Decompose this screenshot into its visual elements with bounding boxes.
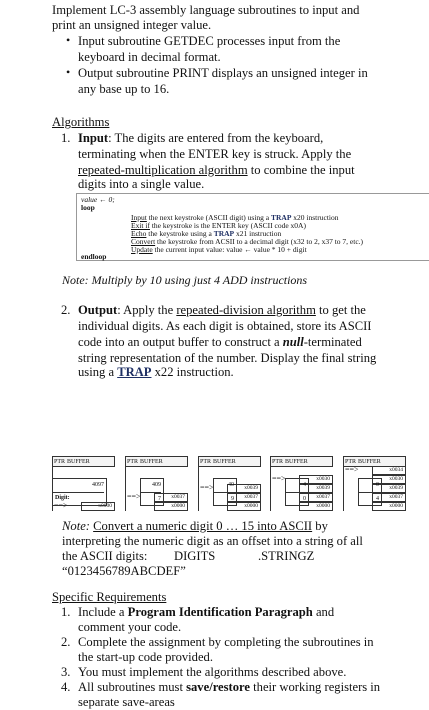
algo-step-convert: Convert the keystroke from ACSII to a decimal digit (x32 to 2, x37 to 7, etc.) [131, 237, 364, 246]
pointer-arrow: ==> [200, 483, 214, 492]
req-4-line-2: separate save-areas [78, 695, 175, 709]
bullet-1-line-2: keyboard in decimal format. [78, 50, 221, 64]
item-1-number: 1. [61, 131, 71, 145]
req-2-line-1: Complete the assignment by completing the subroutines in [78, 635, 374, 649]
digit-box [358, 478, 382, 506]
item-2-line-5: using a TRAP x22 instruction. [78, 365, 234, 379]
buffer-label: BUFFER [213, 459, 236, 465]
buffer-cell: x0037 [227, 493, 261, 502]
input-algorithm-box [76, 193, 429, 261]
req-4-number: 4. [61, 680, 71, 694]
req-1-number: 1. [61, 605, 71, 619]
req-4-line-1: All subroutines must save/restore their working registers in [78, 680, 381, 694]
ptr-label: PTR [54, 459, 66, 465]
item-2-line-3: code into an output buffer to construct a null-terminated [78, 335, 362, 349]
bullet-dot: • [66, 33, 71, 47]
digit-value: 4 [376, 496, 379, 502]
buffer-cell: x0000 [154, 502, 188, 511]
algorithms-heading: Algorithms [52, 115, 110, 129]
req-1-line-2: comment your code. [78, 620, 182, 634]
note-convert-line-3: the ASCII digits: DIGITS .STRINGZ [62, 549, 315, 563]
ptr-label: PTR [272, 459, 284, 465]
buffer-cell: x0000 [81, 502, 115, 511]
ptr-label: PTR [127, 459, 139, 465]
buffer-cell: x0037 [299, 493, 333, 502]
note-multiply: Note: Multiply by 10 using just 4 ADD instructions [62, 273, 308, 287]
quotient-value: 0 [359, 479, 379, 493]
item-1-line-3: repeated-multiplication algorithm to combine the input [78, 163, 355, 177]
intro-line-2: print an unsigned integer value. [52, 18, 212, 32]
algo-step-update: Update the current input value: value ← value * 10 + digit [131, 245, 307, 254]
digit-value: 0 [303, 496, 306, 502]
req-1-line-1: Include a Program Identification Paragraph and [78, 605, 335, 619]
digit-label: Digit: [55, 495, 70, 501]
item-1-line-1: Input: The digits are entered from the keyboard, [78, 131, 324, 145]
ptr-label: PTR [345, 459, 357, 465]
item-2-line-2: individual digits. As each digit is obtained, store its ASCII [78, 319, 372, 333]
digit-box [140, 478, 164, 506]
req-3-line: You must implement the algorithms described above. [78, 665, 347, 679]
quotient-value: 4097 [53, 479, 104, 493]
pointer-arrow: ==> [272, 474, 286, 483]
buffer-header [52, 456, 115, 467]
buffer-cell: x0000 [299, 502, 333, 511]
buffer-cell: x0039 [227, 484, 261, 493]
quotient-value: 4 [286, 479, 306, 493]
digit-value: 7 [158, 496, 161, 502]
buffer-cell: x0030 [372, 475, 406, 484]
buffer-cell: x0030 [299, 475, 333, 484]
specific-heading: Specific Requirements [52, 590, 167, 604]
buffer-label: BUFFER [140, 459, 163, 465]
bullet-1-line-1: Input subroutine GETDEC processes input from the [78, 34, 341, 48]
note-convert-line-1: Note: Convert a numeric digit 0 … 15 into ASCII by [62, 519, 328, 533]
buffer-header [198, 456, 261, 467]
algo-loop: loop [81, 203, 95, 212]
item-1-line-2: terminating when the ENTER key is struck. Apply the [78, 147, 352, 161]
buffer-label: BUFFER [285, 459, 308, 465]
buffer-cell: x0039 [299, 484, 333, 493]
bullet-2-line-1: Output subroutine PRINT displays an unsigned integer in [78, 66, 368, 80]
req-2-line-2: the start-up code provided. [78, 650, 213, 664]
algo-step-input: Input the next keystroke (ASCII digit) using a TRAP x20 instruction [131, 213, 339, 222]
req-2-number: 2. [61, 635, 71, 649]
bullet-2-line-2: any base up to 16. [78, 82, 170, 96]
item-1-line-4: digits into a single value. [78, 177, 205, 191]
note-convert-line-4: “0123456789ABCDEF” [62, 564, 186, 578]
pointer-arrow: ==> [54, 501, 68, 510]
buffer-cell: x0039 [372, 484, 406, 493]
ptr-label: PTR [200, 459, 212, 465]
buffer-cell: x0037 [154, 493, 188, 502]
quotient-value: 409 [141, 479, 161, 493]
note-convert-line-2: interpreting the numeric digit as an offset into a string of all [62, 534, 363, 548]
algo-step-exit: Exit if the keystroke is the ENTER key (ASCII code x0A) [131, 221, 306, 230]
item-2-number: 2. [61, 303, 71, 317]
pointer-arrow: ==> [345, 465, 359, 474]
digit-box [213, 478, 237, 506]
buffer-header [270, 456, 333, 467]
buffer-cell: x0000 [372, 502, 406, 511]
algo-step-echo: Echo the keystroke using a TRAP x21 instruction [131, 229, 282, 238]
item-2-line-1: Output: Apply the repeated-division algorithm to get the [78, 303, 366, 317]
buffer-cell: x0000 [227, 502, 261, 511]
buffer-header [125, 456, 188, 467]
algo-init: value ← 0; [81, 195, 115, 204]
buffer-label: BUFFER [67, 459, 90, 465]
bullet-dot: • [66, 65, 71, 79]
algo-endloop: endloop [81, 252, 107, 261]
digit-box [285, 478, 309, 506]
digit-box [52, 478, 107, 506]
intro-line-1: Implement LC-3 assembly language subroutines to input and [52, 3, 360, 17]
req-3-number: 3. [61, 665, 71, 679]
buffer-cell: x0034 [372, 466, 406, 475]
item-2-line-4: string representation of the number. Display the final string [78, 351, 377, 365]
buffer-label: BUFFER [358, 459, 381, 465]
buffer-cell: x0037 [372, 493, 406, 502]
pointer-arrow: ==> [127, 492, 141, 501]
quotient-value: 40 [214, 479, 234, 493]
digit-value: 9 [231, 496, 234, 502]
